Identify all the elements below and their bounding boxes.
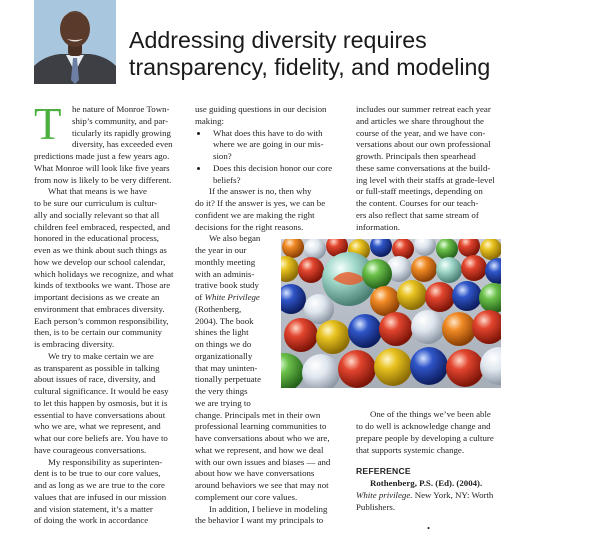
text-line: have courageous conversations. — [34, 444, 147, 455]
text-line: that supports systemic change. — [356, 444, 465, 455]
text-line: diversity, has exceeded even — [72, 139, 173, 150]
text-line: making: — [195, 115, 224, 126]
text-line: versations about our own professional — [356, 139, 491, 150]
section-separator: • — [426, 523, 431, 534]
text-line: important decisions as we create an — [34, 292, 160, 302]
text-line: which holidays we recognize, and what — [34, 268, 174, 279]
text-line: confident we are making the right — [195, 209, 315, 220]
text-line: ticularly its rapidly growing — [72, 127, 171, 138]
text-line: sion? — [213, 151, 232, 161]
opening-paragraph — [34, 99, 177, 186]
text-line: honored in the educational process, — [34, 233, 160, 244]
text-line: use guiding questions in our decision — [195, 104, 327, 114]
paragraph — [34, 186, 177, 351]
text-line: predictions made just a few years ago. — [34, 151, 170, 161]
marbles-image — [281, 239, 501, 388]
paragraph — [356, 409, 501, 456]
text-line: cultural significance. It would be easy — [34, 386, 169, 396]
text-line: with an adminis- — [195, 268, 255, 279]
text-line: ally and socially relevant so that all — [34, 209, 160, 220]
text-line: complement our core values. — [195, 491, 298, 502]
text-line: on things we do — [195, 339, 252, 349]
reference-entry — [356, 478, 501, 513]
text-line: growth. Principals then spearhead — [356, 151, 476, 161]
text-line: values that are infused in our mission — [34, 491, 167, 502]
text-line: children feel embraced, respected, and — [34, 221, 171, 232]
author-portrait — [34, 0, 116, 84]
paragraph — [34, 351, 177, 457]
text-line: One of the things we’ve been able — [370, 409, 491, 420]
text-line: What does this have to do with — [195, 128, 340, 140]
article-headline — [129, 27, 569, 81]
reference-author: Rothenberg, P.S. (Ed). (2004). — [370, 478, 483, 488]
text-line: trative book study — [195, 280, 259, 291]
text-line: ers also reflect that same stream of — [356, 209, 479, 220]
bullet-item — [195, 163, 340, 187]
text-line: he nature of Monroe Town- — [72, 104, 170, 114]
text-line: what our core beliefs are. You have to — [34, 433, 168, 443]
text-line: to let this happen by osmosis, but it is — [34, 397, 168, 408]
bullet-item — [195, 128, 340, 163]
text-line: do it? If the answer is yes, we can be — [195, 198, 326, 208]
text-run: New York, NY: Worth — [412, 489, 494, 500]
text-line: as transparent as possible in talking — [34, 362, 160, 373]
text-line: how we develop our school calendar, — [34, 256, 166, 267]
text-line: includes our summer retreat each year — [356, 104, 491, 114]
drop-cap: T — [34, 99, 62, 149]
text-line: is embracing diversity. — [34, 339, 115, 349]
text-line: or full-staff meetings, depending on — [356, 186, 483, 197]
reference-title: White privilege. — [356, 489, 413, 500]
text-line: the year in our — [195, 245, 247, 255]
text-line: and as long as we are true to the core — [34, 480, 165, 490]
reference-heading: REFERENCE — [356, 466, 411, 477]
text-line: then, is to be certain our community — [34, 327, 162, 338]
text-line: decisions for the right reasons. — [195, 221, 304, 232]
text-line: 2004). The book — [195, 315, 254, 326]
text-line: we are trying to — [195, 397, 251, 408]
paragraph — [195, 186, 340, 233]
paragraph — [356, 104, 501, 233]
headline-line-2: transparency, fidelity, and modeling — [129, 54, 491, 80]
portrait-image — [34, 0, 116, 84]
text-line: who we are, what we represent, and — [34, 421, 161, 432]
text-line: even as we think about such things as — [34, 245, 167, 255]
text-run: of — [195, 292, 203, 302]
text-line: tionally perpetuate — [195, 374, 262, 385]
text-line: ing level with their staffs at grade-level — [356, 174, 495, 185]
text-line: the very things — [195, 386, 248, 396]
text-line: have conversations about who we are, — [195, 433, 330, 443]
text-line: shines the light — [195, 327, 249, 338]
text-line: to be sure our curriculum is cultur- — [34, 198, 158, 208]
text-line: dent is to be true to our core values, — [34, 468, 161, 479]
headline-line-1: Addressing diversity requires — [129, 27, 427, 53]
text-line: monthly meeting — [195, 256, 256, 267]
marbles-photo — [281, 239, 501, 388]
text-line: ship’s community, and par- — [72, 115, 169, 126]
text-line: around behaviors we see that may not — [195, 480, 329, 490]
text-line: and articles we share throughout the — [356, 115, 484, 126]
text-line: Each person’s common responsibility, — [34, 315, 169, 326]
text-line: My responsibility as superinten- — [48, 456, 163, 467]
text-line: what we represent, and how we deal — [195, 444, 324, 455]
paragraph — [195, 104, 340, 128]
text-line: If the answer is no, then why — [209, 186, 312, 197]
text-line: What Monroe will look like five years — [34, 162, 170, 173]
text-line: Publishers. — [356, 501, 396, 512]
paragraph — [34, 457, 177, 528]
text-line: What that means is we have — [48, 186, 147, 197]
text-line: beliefs? — [213, 174, 241, 185]
text-line: about how we have conversations — [195, 468, 315, 479]
column-1 — [34, 99, 177, 527]
text-line: change. Principals met in their own — [195, 409, 321, 420]
text-line: the behavior I want my principals to — [195, 515, 324, 526]
text-line — [356, 490, 501, 502]
text-line: kinds of textbooks we want. Those are — [34, 280, 171, 291]
text-line: from now is likely to be very different. — [34, 174, 172, 185]
text-line: with our own issues and biases — and — [195, 456, 331, 467]
text-line: essential to have conversations about — [34, 409, 166, 420]
text-line: Does this decision honor our core — [195, 163, 340, 175]
text-line: and vision statement, it’s a matter — [34, 503, 153, 514]
text-line: We try to make certain we are — [48, 350, 154, 361]
text-line: the content. Courses for our teach- — [356, 198, 479, 208]
text-line: environment that embraces diversity. — [34, 303, 165, 314]
paragraph — [195, 504, 340, 528]
text-line: organizationally — [195, 350, 253, 361]
text-line: We also began — [209, 233, 261, 244]
text-line: In addition, I believe in modeling — [209, 503, 328, 514]
text-line: (Rothenberg, — [195, 303, 242, 314]
text-line: of doing the work in accordance — [34, 515, 149, 526]
text-line: course of the year, and we have con- — [356, 127, 486, 138]
book-title: White Privilege — [204, 292, 260, 302]
text-line: where we are going in our mis- — [213, 139, 324, 150]
text-line: professional learning communities to — [195, 421, 327, 432]
text-line: information. — [356, 221, 400, 232]
text-line: these same conversations at the build- — [356, 162, 491, 173]
text-line: that may uninten- — [195, 362, 258, 373]
text-line: about issues of race, diversity, and — [34, 374, 156, 385]
text-line: to do well is acknowledge change and — [356, 421, 491, 431]
text-line: prepare people by developing a culture — [356, 432, 494, 443]
